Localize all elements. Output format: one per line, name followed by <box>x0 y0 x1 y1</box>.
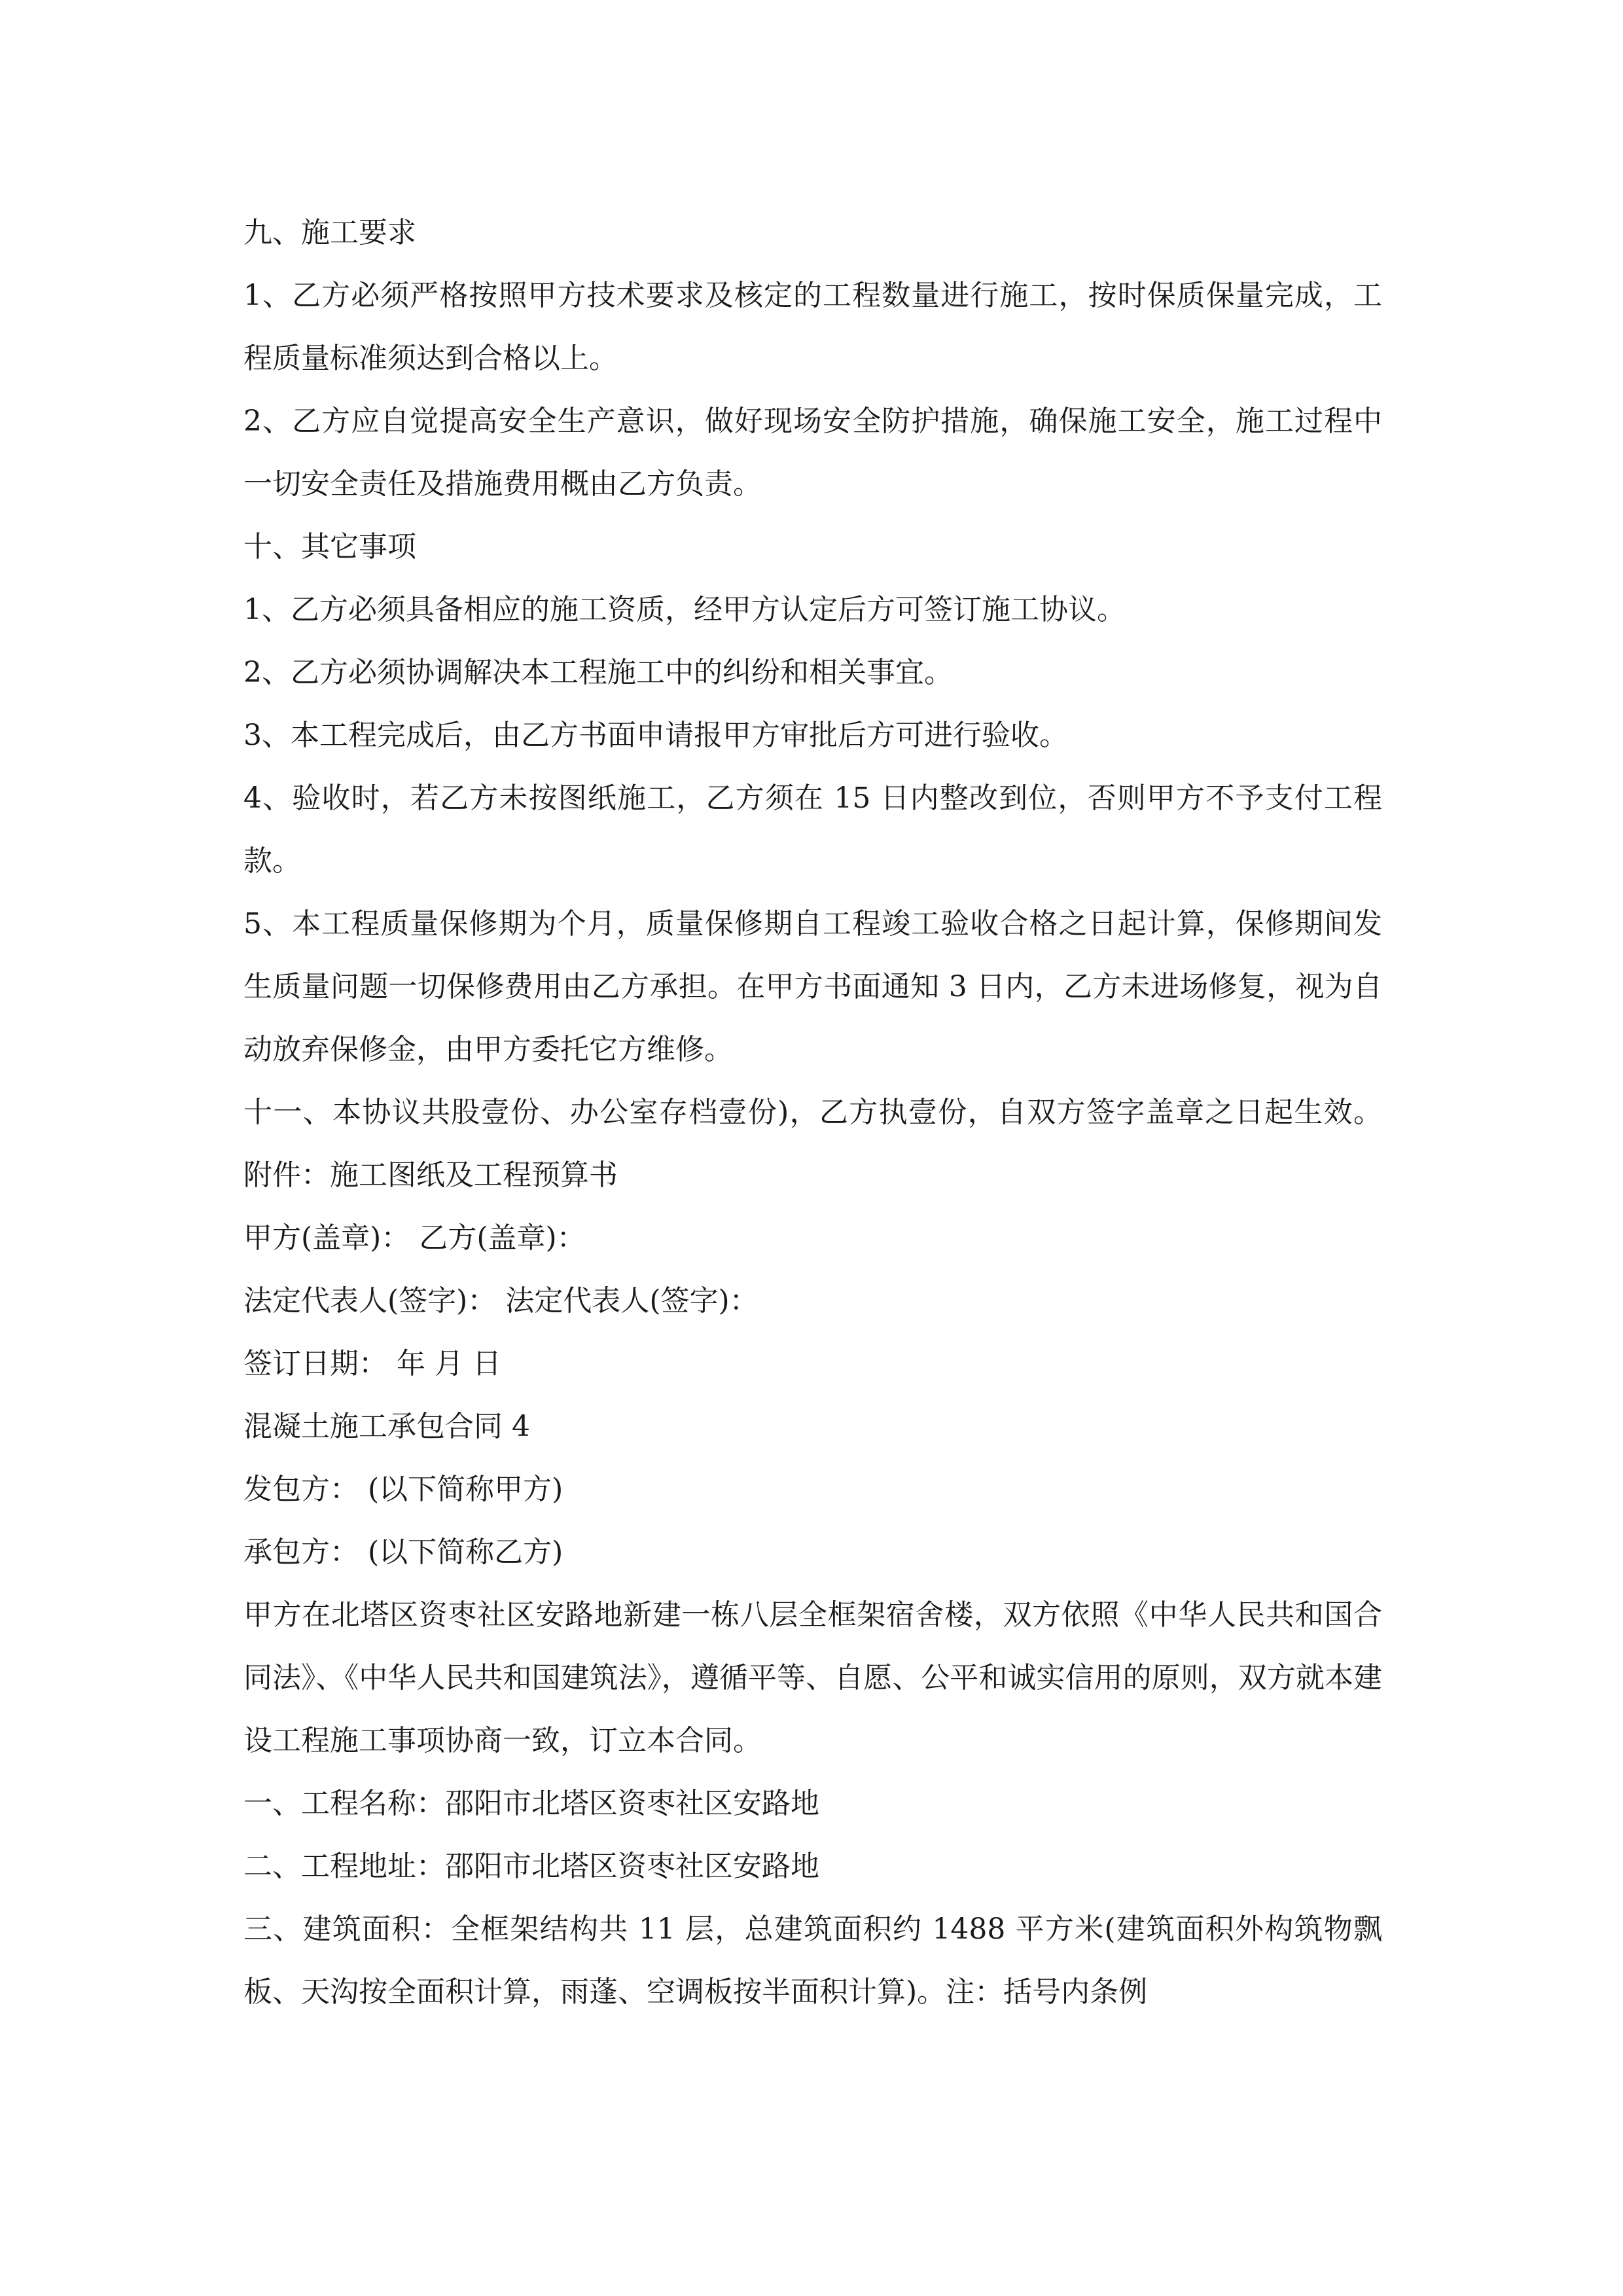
section-heading-other-matters: 十、其它事项 <box>243 530 416 564</box>
project-name: 一、工程名称：邵阳市北塔区资枣社区安路地 <box>243 1787 819 1820</box>
document-page <box>243 202 1382 2024</box>
signature-representative-line: 法定代表人(签字)： 法定代表人(签字)： <box>243 1284 758 1318</box>
clause-10-5: 5、本工程质量保修期为个月，质量保修期自工程竣工验收合格之日起计算，保修期间发生质量问题一切保修费用由乙方承担。在甲方书面通知 3 日内，乙方未进场修复，视为自动放弃保修金，由甲方委托它方维修。 <box>243 907 1382 1066</box>
signature-seal-line: 甲方(盖章)： 乙方(盖章)： <box>243 1221 586 1255</box>
clause-11-copies: 十一、本协议共股壹份、办公室存档壹份)，乙方执壹份，自双方签字盖章之日起生效。 附件：施工图纸及工程预算书 <box>243 1096 1382 1192</box>
clause-9-1: 1、乙方必须严格按照甲方技术要求及核定的工程数量进行施工，按时保质保量完成，工程质量标准须达到合格以上。 <box>243 279 1382 375</box>
party-a-line: 发包方： (以下简称甲方) <box>243 1473 563 1506</box>
clause-10-4: 4、验收时，若乙方未按图纸施工，乙方须在 15 日内整改到位，否则甲方不予支付工程款。 <box>243 781 1382 878</box>
clause-9-2: 2、乙方应自觉提高安全生产意识，做好现场安全防护措施，确保施工安全，施工过程中一切安全责任及措施费用概由乙方负责。 <box>243 404 1382 501</box>
contract-preamble: 甲方在北塔区资枣社区安路地新建一栋八层全框架宿舍楼，双方依照《中华人民共和国合同法》、《中华人民共和国建筑法》，遵循平等、自愿、公平和诚实信用的原则，双方就本建设工程施工事项协商一致，订立本合同。 <box>243 1598 1382 1757</box>
building-area: 三、建筑面积：全框架结构共 11 层，总建筑面积约 1488 平方米(建筑面积外构筑物飘板、天沟按全面积计算，雨蓬、空调板按半面积计算)。注：括号内条例 <box>243 1912 1382 2009</box>
section-heading-construction-requirements: 九、施工要求 <box>243 216 416 249</box>
clause-10-2: 2、乙方必须协调解决本工程施工中的纠纷和相关事宜。 <box>243 656 953 689</box>
contract-title: 混凝土施工承包合同 4 <box>243 1410 530 1443</box>
clause-10-3: 3、本工程完成后，由乙方书面申请报甲方审批后方可进行验收。 <box>243 719 1068 752</box>
signing-date-line: 签订日期： 年 月 日 <box>243 1347 501 1380</box>
party-b-line: 承包方： (以下简称乙方) <box>243 1535 563 1569</box>
project-address: 二、工程地址：邵阳市北塔区资枣社区安路地 <box>243 1850 819 1883</box>
clause-10-1: 1、乙方必须具备相应的施工资质，经甲方认定后方可签订施工协议。 <box>243 593 1126 626</box>
